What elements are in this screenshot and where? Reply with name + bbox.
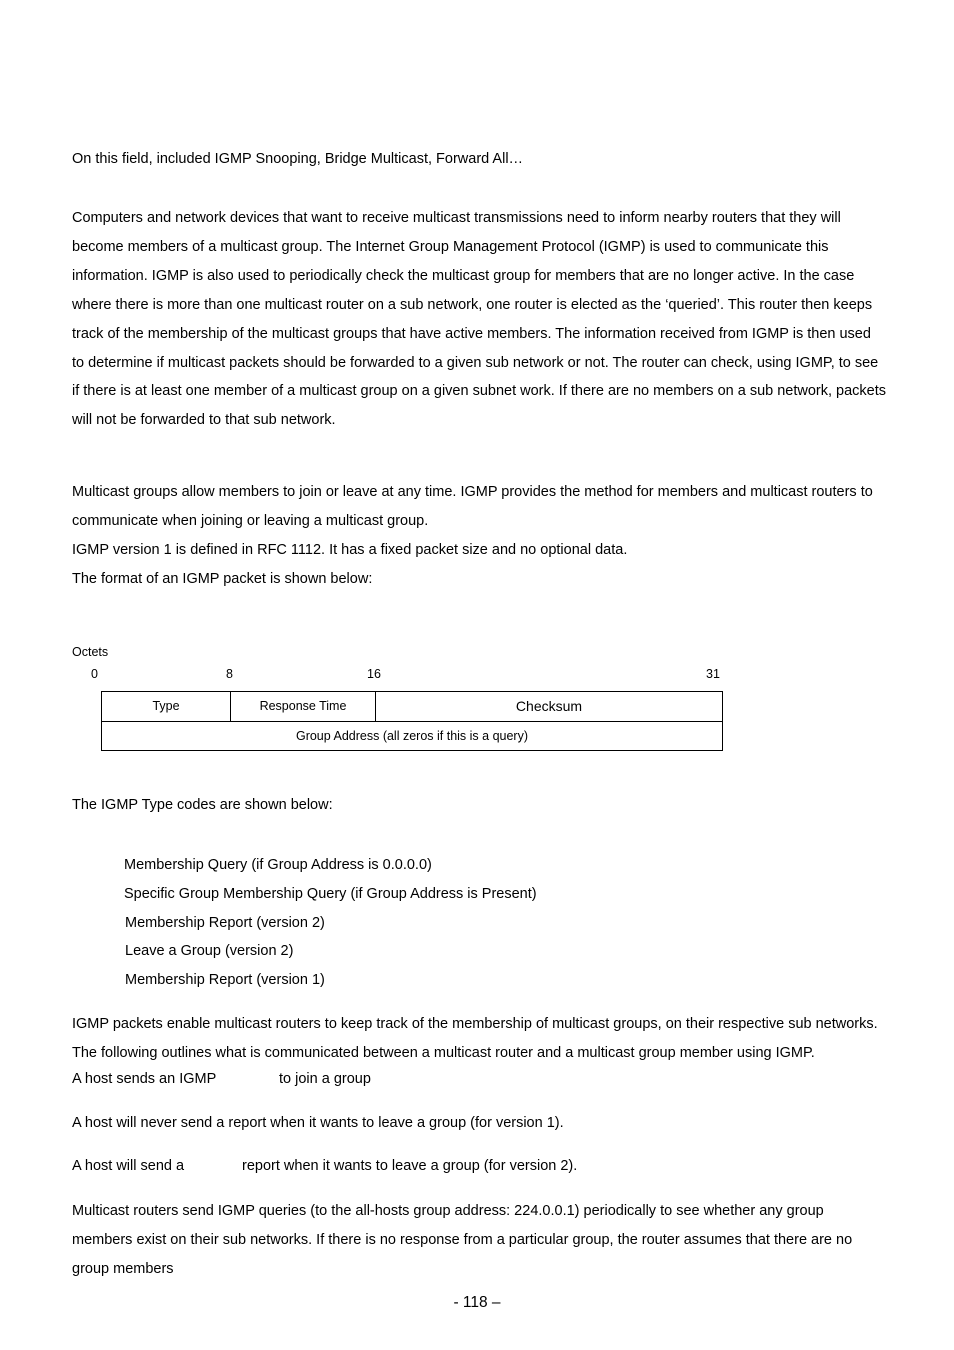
paragraph-membership-tracking xyxy=(72,1010,887,1068)
paragraph-router-queries xyxy=(72,1197,887,1284)
list-item: Specific Group Membership Query (if Group Address is Present) xyxy=(124,885,537,902)
paragraph-text: IGMP version 1 is defined in RFC 1112. It has a fixed packet size and no optional data. xyxy=(72,541,628,558)
packet-field-checksum: Checksum xyxy=(376,692,723,722)
igmp-packet-format-table xyxy=(101,691,723,751)
packet-field-type: Type xyxy=(102,692,231,722)
bit-label-31: 31 xyxy=(706,667,720,681)
list-item: Membership Report (version 1) xyxy=(125,972,325,989)
list-item: Leave a Group (version 2) xyxy=(125,943,294,960)
intro-text: On this field, included IGMP Snooping, Bridge Multicast, Forward All… xyxy=(72,151,524,167)
type-codes-list xyxy=(124,851,537,995)
paragraph-text: The format of an IGMP packet is shown below: xyxy=(72,570,373,587)
bit-label-16: 16 xyxy=(367,667,381,681)
list-item: Membership Report (version 2) xyxy=(125,914,325,931)
list-item: Membership Query (if Group Address is 0.0.0.0) xyxy=(124,857,432,873)
bit-label-8: 8 xyxy=(226,667,233,681)
packet-field-group-address: Group Address (all zeros if this is a query) xyxy=(102,721,723,751)
host-join-text-end: to join a group xyxy=(279,1071,371,1087)
paragraph-text: IGMP packets enable multicast routers to keep track of the membership of multicast groups, on their respective sub networks. xyxy=(72,1016,878,1032)
table-row xyxy=(102,721,723,751)
paragraph-text: Multicast groups allow members to join or leave at any time. IGMP provides the method for members and multicast routers to communicate when joining or leaving a multicast group. xyxy=(72,484,873,529)
paragraph-text: The following outlines what is communicated between a multicast router and a multicast group member using IGMP. xyxy=(72,1044,815,1061)
paragraph-igmp-overview xyxy=(72,204,887,435)
table-row xyxy=(102,692,723,722)
host-join-text-start: A host sends an IGMP xyxy=(72,1071,217,1087)
host-leave-v2-text-start: A host will send a xyxy=(72,1158,185,1174)
host-leave-v1-text: A host will never send a report when it wants to leave a group (for version 1). xyxy=(72,1115,564,1131)
bit-label-0: 0 xyxy=(91,667,98,681)
octets-label: Octets xyxy=(72,645,109,659)
paragraph-multicast-groups xyxy=(72,478,887,594)
packet-field-response-time: Response Time xyxy=(231,692,376,722)
page-number: - 118 – xyxy=(453,1294,501,1311)
type-codes-intro: The IGMP Type codes are shown below: xyxy=(72,797,333,813)
paragraph-text: Multicast routers send IGMP queries (to the all-hosts group address: 224.0.0.1) periodically to see whether any group members exist on their sub networks. If there is no response from a particular group, the router assumes that there are no group members xyxy=(72,1203,853,1277)
paragraph-text: Computers and network devices that want to receive multicast transmissions need to inform nearby routers that they will become members of a multicast group. The Internet Group Management Protocol (IGMP) is used to communicate this information. IGMP is also used to periodically check the multicast group for members that are no longer active. In the case where there is more than one multicast router on a sub network, one router is elected as the ‘queried’. This router then keeps track of the membership of the multicast groups that have active members. The information received from IGMP is then used to determine if multicast packets should be forwarded to a given sub network or not. The router can check, using IGMP, to see if there is at least one member of a multicast group on a given subnet work. If there are no members on a sub network, packets will not be forwarded to that sub network. xyxy=(72,210,887,429)
host-leave-v2-text-end: report when it wants to leave a group (for version 2). xyxy=(242,1158,578,1174)
